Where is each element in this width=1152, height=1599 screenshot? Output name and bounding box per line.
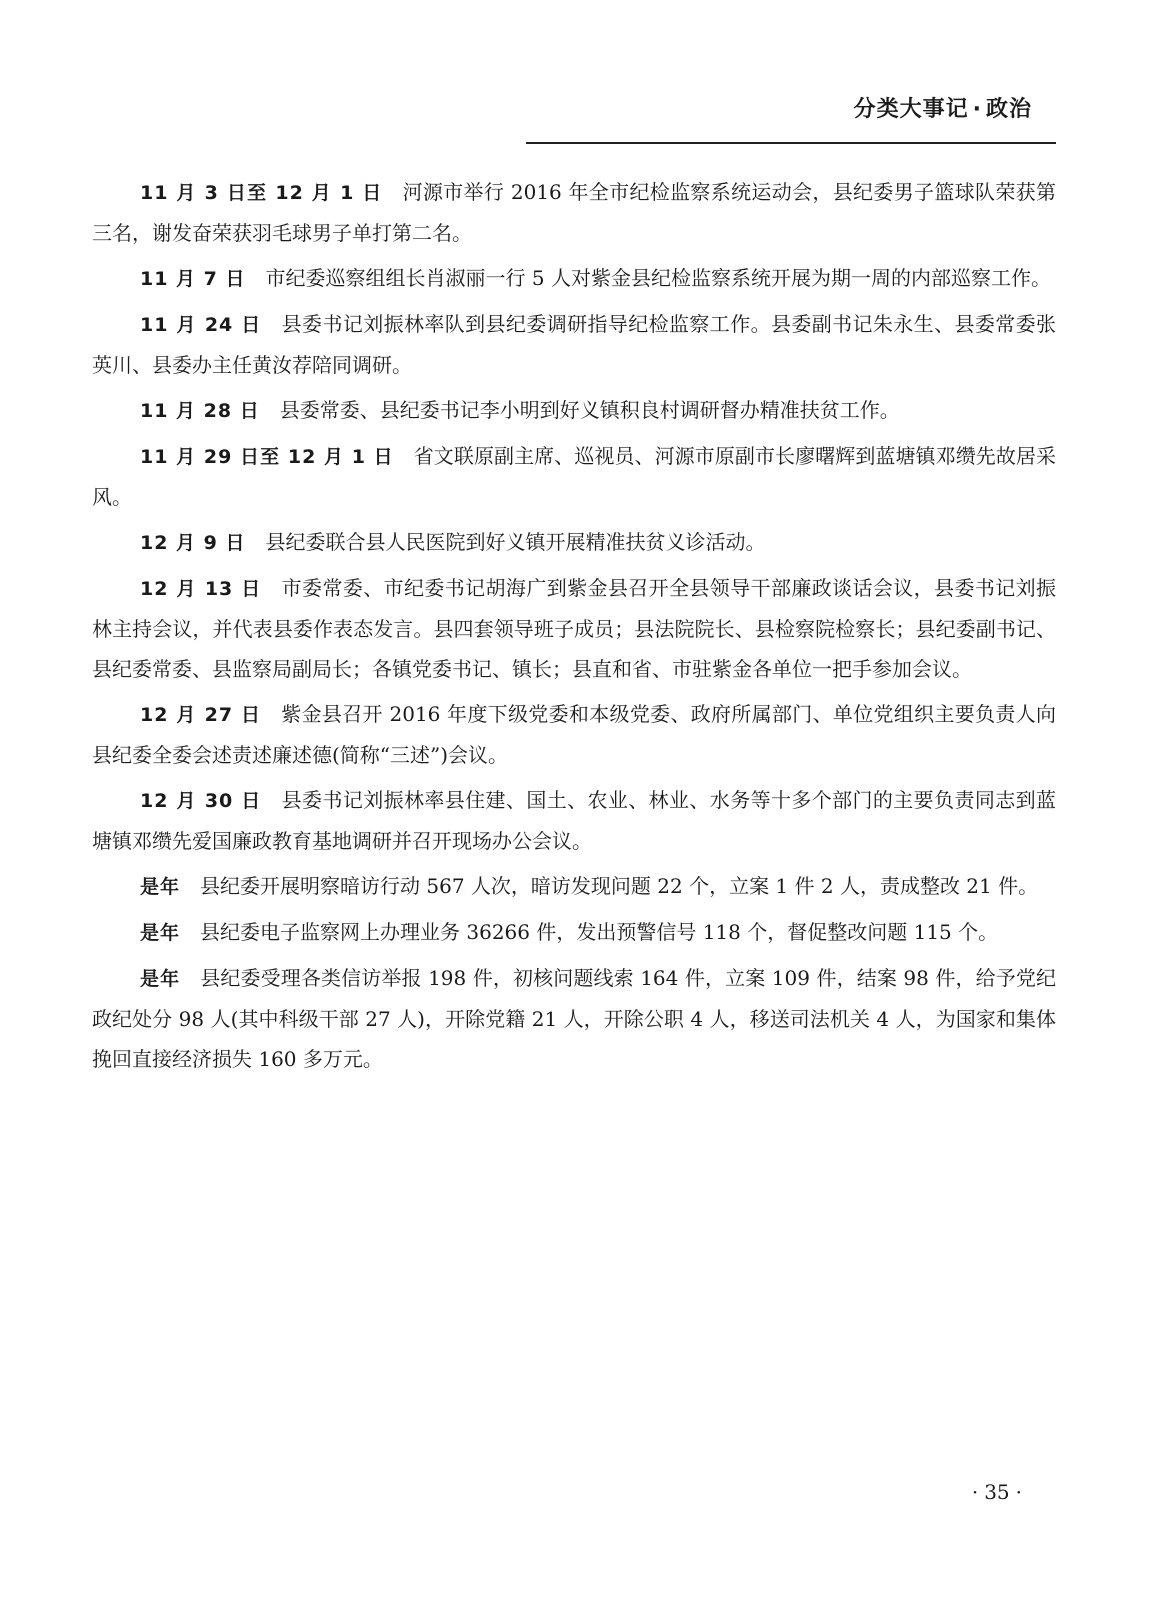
entry-text: 县纪委开展明察暗访行动 567 人次，暗访发现问题 22 个，立案 1 件 2 人，责成整改 21 件。 <box>200 874 1039 898</box>
page-number-value: 35 <box>984 1480 1010 1504</box>
entry-item <box>92 780 1056 861</box>
entry-item <box>92 866 1056 907</box>
entry-date: 11 月 7 日 <box>140 268 246 290</box>
entry-item <box>92 390 1056 431</box>
running-header <box>854 92 1032 123</box>
entry-date: 11 月 3 日至 12 月 1 日 <box>140 182 383 204</box>
entry-item <box>92 912 1056 953</box>
entry-date: 11 月 24 日 <box>140 314 262 336</box>
entry-item <box>92 436 1056 517</box>
entry-text: 市纪委巡察组组长肖淑丽一行 5 人对紫金县纪检监察系统开展为期一周的内部巡察工作。 <box>265 266 1051 290</box>
entry-date: 11 月 28 日 <box>140 400 260 422</box>
header-separator: · <box>972 97 982 122</box>
entry-date: 12 月 13 日 <box>140 578 262 600</box>
entry-date: 是年 <box>140 876 181 898</box>
entry-item <box>92 304 1056 385</box>
entry-date: 是年 <box>140 968 181 990</box>
entry-text: 县委常委、县纪委书记李小明到好义镇积良村调研督办精准扶贫工作。 <box>279 398 900 422</box>
entry-text: 县纪委联合县人民医院到好义镇开展精准扶贫义诊活动。 <box>265 530 766 554</box>
entry-item <box>92 568 1056 689</box>
entry-date: 11 月 29 日至 12 月 1 日 <box>140 446 394 468</box>
entry-text: 县委书记刘振林率队到县纪委调研指导纪检监察工作。县委副书记朱永生、县委常委张英川、县委办主任黄汝荐陪同调研。 <box>92 312 1057 377</box>
entry-item <box>92 958 1056 1079</box>
entry-item <box>92 694 1056 775</box>
entry-text: 省文联原副主席、巡视员、河源市原副市长廖曙辉到蓝塘镇邓缵先故居采风。 <box>92 444 1056 509</box>
entry-text: 紫金县召开 2016 年度下级党委和本级党委、政府所属部门、单位党组织主要负责人向县纪委全委会述责述廉述德(简称“三述”)会议。 <box>92 702 1056 767</box>
subsection-title: 政治 <box>985 97 1032 122</box>
entry-text: 河源市举行 2016 年全市纪检监察系统运动会，县纪委男子篮球队荣获第三名，谢发奋荣获羽毛球男子单打第二名。 <box>92 180 1056 245</box>
entries-list <box>92 172 1056 1084</box>
entry-date: 12 月 30 日 <box>140 790 262 812</box>
entry-text: 县委书记刘振林率县住建、国土、农业、林业、水务等十多个部门的主要负责同志到蓝塘镇邓缵先爱国廉政教育基地调研并召开现场办公会议。 <box>92 788 1057 853</box>
entry-item <box>92 172 1056 253</box>
entry-item <box>92 258 1056 299</box>
entry-date: 12 月 9 日 <box>140 532 246 554</box>
entry-text: 县纪委电子监察网上办理业务 36266 件，发出预警信号 118 个，督促整改问题 115 个。 <box>200 920 999 944</box>
page-number-dot-left: · <box>971 1480 979 1504</box>
entry-text: 市委常委、市纪委书记胡海广到紫金县召开全县领导干部廉政谈话会议，县委书记刘振林主持会议，并代表县委作表态发言。县四套领导班子成员；县法院院长、县检察院检察长；县纪委副书记、县纪委常委、县监察局副局长；各镇党委书记、镇长；县直和省、市驻紫金各单位一把手参加会议。 <box>92 576 1057 681</box>
entry-date: 是年 <box>140 922 181 944</box>
page-number-dot-right: · <box>1015 1480 1022 1504</box>
header-rule <box>526 142 1056 144</box>
entry-item <box>92 522 1056 563</box>
page-number <box>966 1480 1028 1504</box>
entry-date: 12 月 27 日 <box>140 704 262 726</box>
section-title: 分类大事记 <box>853 97 969 122</box>
entry-text: 县纪委受理各类信访举报 198 件，初核问题线索 164 件，立案 109 件，结案 98 件，给予党纪政纪处分 98 人(其中科级干部 27 人)，开除党籍 21 人，开除公职 4 人，移送司法机关 4 人，为国家和集体挽回直接经济损失 160 多万元。 <box>92 966 1056 1071</box>
